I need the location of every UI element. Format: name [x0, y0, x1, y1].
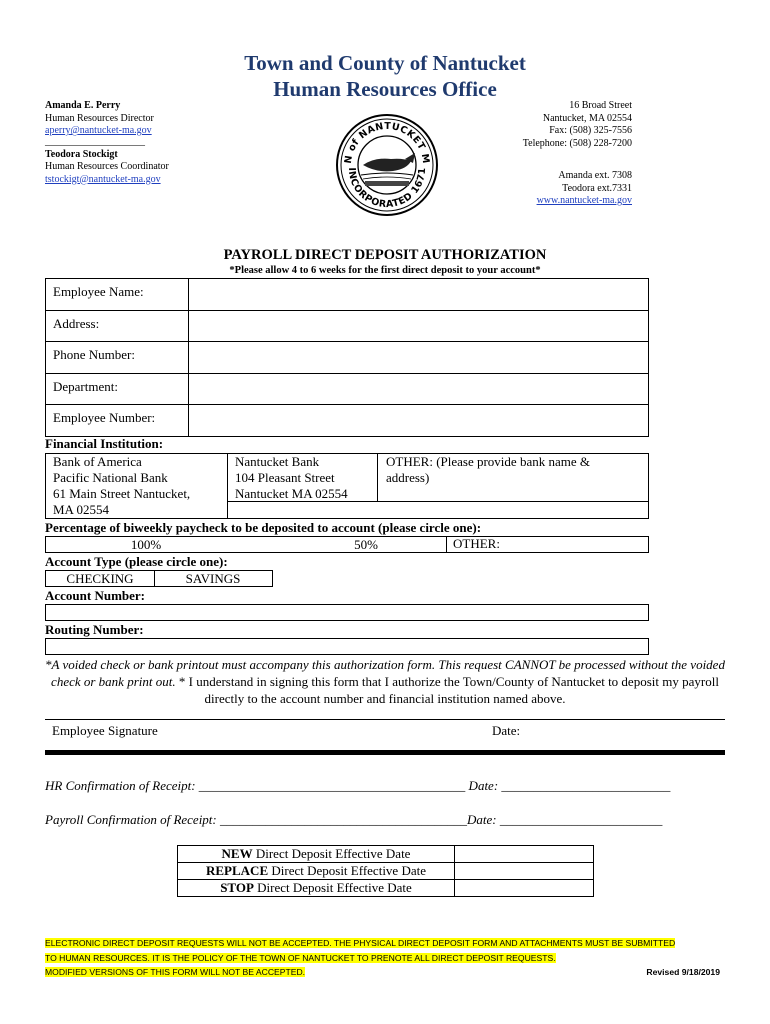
account-number-label: Account Number: — [45, 588, 146, 603]
table-row — [46, 342, 649, 374]
nantucket-bank-option[interactable] — [228, 454, 378, 502]
table-row — [46, 405, 649, 437]
form-note: *Please allow 4 to 6 weeks for the first direct deposit to your account* — [229, 265, 541, 276]
amanda-extension: Amanda ext. 7308 — [558, 170, 632, 181]
department-field[interactable] — [189, 373, 649, 405]
office-street: 16 Broad Street — [569, 100, 632, 111]
contact-separator: ____________________ — [45, 135, 145, 147]
effective-date-table — [177, 845, 594, 897]
table-row — [178, 880, 594, 897]
employee-info-table — [45, 278, 649, 437]
footer-line2: TO HUMAN RESOURCES. IT IS THE POLICY OF THE TOWN OF NANTUCKET TO PRENOTE ALL DIRECT DEPOSIT REQUESTS. — [45, 952, 556, 963]
percentage-50-option[interactable]: 50% — [354, 537, 378, 552]
hr-confirmation-line[interactable]: HR Confirmation of Receipt: _________________________________________ Date: __________________________ — [45, 778, 671, 793]
employee-number-field[interactable] — [189, 405, 649, 437]
signature-field[interactable] — [45, 750, 725, 755]
routing-number-field[interactable] — [45, 638, 649, 655]
effective-row-bold: STOP — [220, 880, 254, 895]
savings-option[interactable]: SAVINGS — [185, 571, 241, 586]
teodora-extension: Teodora ext.7331 — [562, 182, 632, 194]
employee-name-field[interactable] — [189, 279, 649, 311]
address-field[interactable] — [189, 310, 649, 342]
replace-effective-date-field[interactable] — [455, 863, 594, 880]
office-fax: Fax: (508) 325-7556 — [549, 125, 632, 136]
footer-line1: ELECTRONIC DIRECT DEPOSIT REQUESTS WILL NOT BE ACCEPTED. THE PHYSICAL DIRECT DEPOSIT FORM AND ATTACHMENTS MUST BE SUBMITTED — [45, 938, 676, 948]
office-phone: Telephone: (508) 228-7200 — [522, 137, 632, 149]
employee-name-label: Employee Name: — [46, 279, 189, 311]
effective-row-text: Direct Deposit Effective Date — [253, 880, 412, 895]
new-effective-date-field[interactable] — [455, 846, 594, 863]
employee-number-label: Employee Number: — [46, 405, 189, 437]
bank-col3-line: address) — [386, 470, 430, 485]
financial-institution-label: Financial Institution: — [45, 436, 164, 451]
form-title: PAYROLL DIRECT DEPOSIT AUTHORIZATION — [223, 247, 547, 263]
voided-check-notice: *A voided check or bank printout must accompany this authorization form. This request CANNOT be processed without the voided check or bank print out. — [45, 657, 725, 689]
account-type-options — [45, 570, 273, 587]
left-contacts — [45, 100, 265, 186]
routing-number-label: Routing Number: — [45, 622, 144, 637]
stop-effective-date-label — [178, 880, 455, 897]
table-row — [46, 310, 649, 342]
account-number-field[interactable] — [45, 604, 649, 621]
phone-number-label: Phone Number: — [46, 342, 189, 374]
bank-col1-line: Pacific National Bank — [53, 470, 168, 485]
authorization-disclaimer — [45, 656, 725, 707]
svg-text:INCORPORATED 1671: INCORPORATED 1671 — [345, 167, 429, 211]
percentage-label: Percentage of biweekly paycheck to be deposited to account (please circle one): — [45, 520, 482, 535]
effective-row-text: Direct Deposit Effective Date — [268, 863, 426, 878]
page-title-line2: Human Resources Office — [273, 77, 497, 101]
table-row — [46, 279, 649, 311]
authorization-statement: * I understand in signing this form that I authorize the Town/County of Nantucket to deposit my payroll directly to the account number and financial institution named above. — [175, 674, 719, 706]
other-bank-option[interactable] — [378, 454, 648, 502]
replace-effective-date-label — [178, 863, 455, 880]
percentage-100-option[interactable]: 100% — [130, 537, 162, 552]
checking-option[interactable]: CHECKING — [46, 571, 155, 586]
page-title-line1: Town and County of Nantucket — [244, 51, 526, 75]
new-effective-date-label — [178, 846, 455, 863]
bank-col1-line: Bank of America — [53, 454, 142, 469]
account-type-label: Account Type (please circle one): — [45, 554, 228, 569]
bank-col3-line: OTHER: (Please provide bank name & — [386, 454, 590, 469]
bank-col1-line: MA 02554 — [53, 502, 109, 517]
town-seal-icon — [335, 113, 439, 217]
table-row — [178, 846, 594, 863]
signature-date-label: Date: — [492, 723, 521, 738]
revision-date: Revised 9/18/2019 — [646, 967, 720, 977]
table-row — [178, 863, 594, 880]
effective-row-bold: NEW — [221, 846, 253, 861]
financial-institution-box — [45, 453, 649, 519]
bank-of-america-option[interactable] — [46, 454, 228, 518]
percentage-options — [45, 536, 649, 553]
right-contacts — [430, 100, 632, 208]
stop-effective-date-field[interactable] — [455, 880, 594, 897]
payroll-confirmation-line[interactable]: Payroll Confirmation of Receipt: ______________________________________Date: _________________________ — [45, 812, 663, 827]
bank-col2-line: Nantucket MA 02554 — [235, 486, 348, 501]
bank-col1-line: 61 Main Street Nantucket, — [53, 486, 191, 501]
employee-signature-label: Employee Signature — [52, 723, 158, 738]
percentage-other-option[interactable]: OTHER: — [446, 536, 648, 553]
table-row — [46, 373, 649, 405]
director-email-link[interactable]: aperry@nantucket-ma.gov — [45, 125, 152, 136]
effective-row-bold: REPLACE — [206, 863, 269, 878]
coordinator-email-link[interactable]: tstockigt@nantucket-ma.gov — [45, 173, 161, 185]
coordinator-title: Human Resources Coordinator — [45, 161, 169, 172]
director-name: Amanda E. Perry — [45, 100, 121, 111]
signature-top-rule — [45, 719, 725, 720]
effective-row-text: Direct Deposit Effective Date — [252, 846, 411, 861]
bank-col2-line: 104 Pleasant Street — [235, 470, 335, 485]
footer-line3: MODIFIED VERSIONS OF THIS FORM WILL NOT BE ACCEPTED. — [45, 967, 306, 977]
address-label: Address: — [46, 310, 189, 342]
bank-col2-line: Nantucket Bank — [235, 454, 320, 469]
department-label: Department: — [46, 373, 189, 405]
website-link[interactable]: www.nantucket-ma.gov — [536, 195, 632, 206]
director-title: Human Resources Director — [45, 112, 154, 124]
svg-text:TOWN of NANTUCKET MASS.: N of NANTUCKET M — [342, 120, 432, 165]
coordinator-name: Teodora Stockigt — [45, 148, 118, 160]
phone-number-field[interactable] — [189, 342, 649, 374]
office-city: Nantucket, MA 02554 — [542, 112, 632, 124]
